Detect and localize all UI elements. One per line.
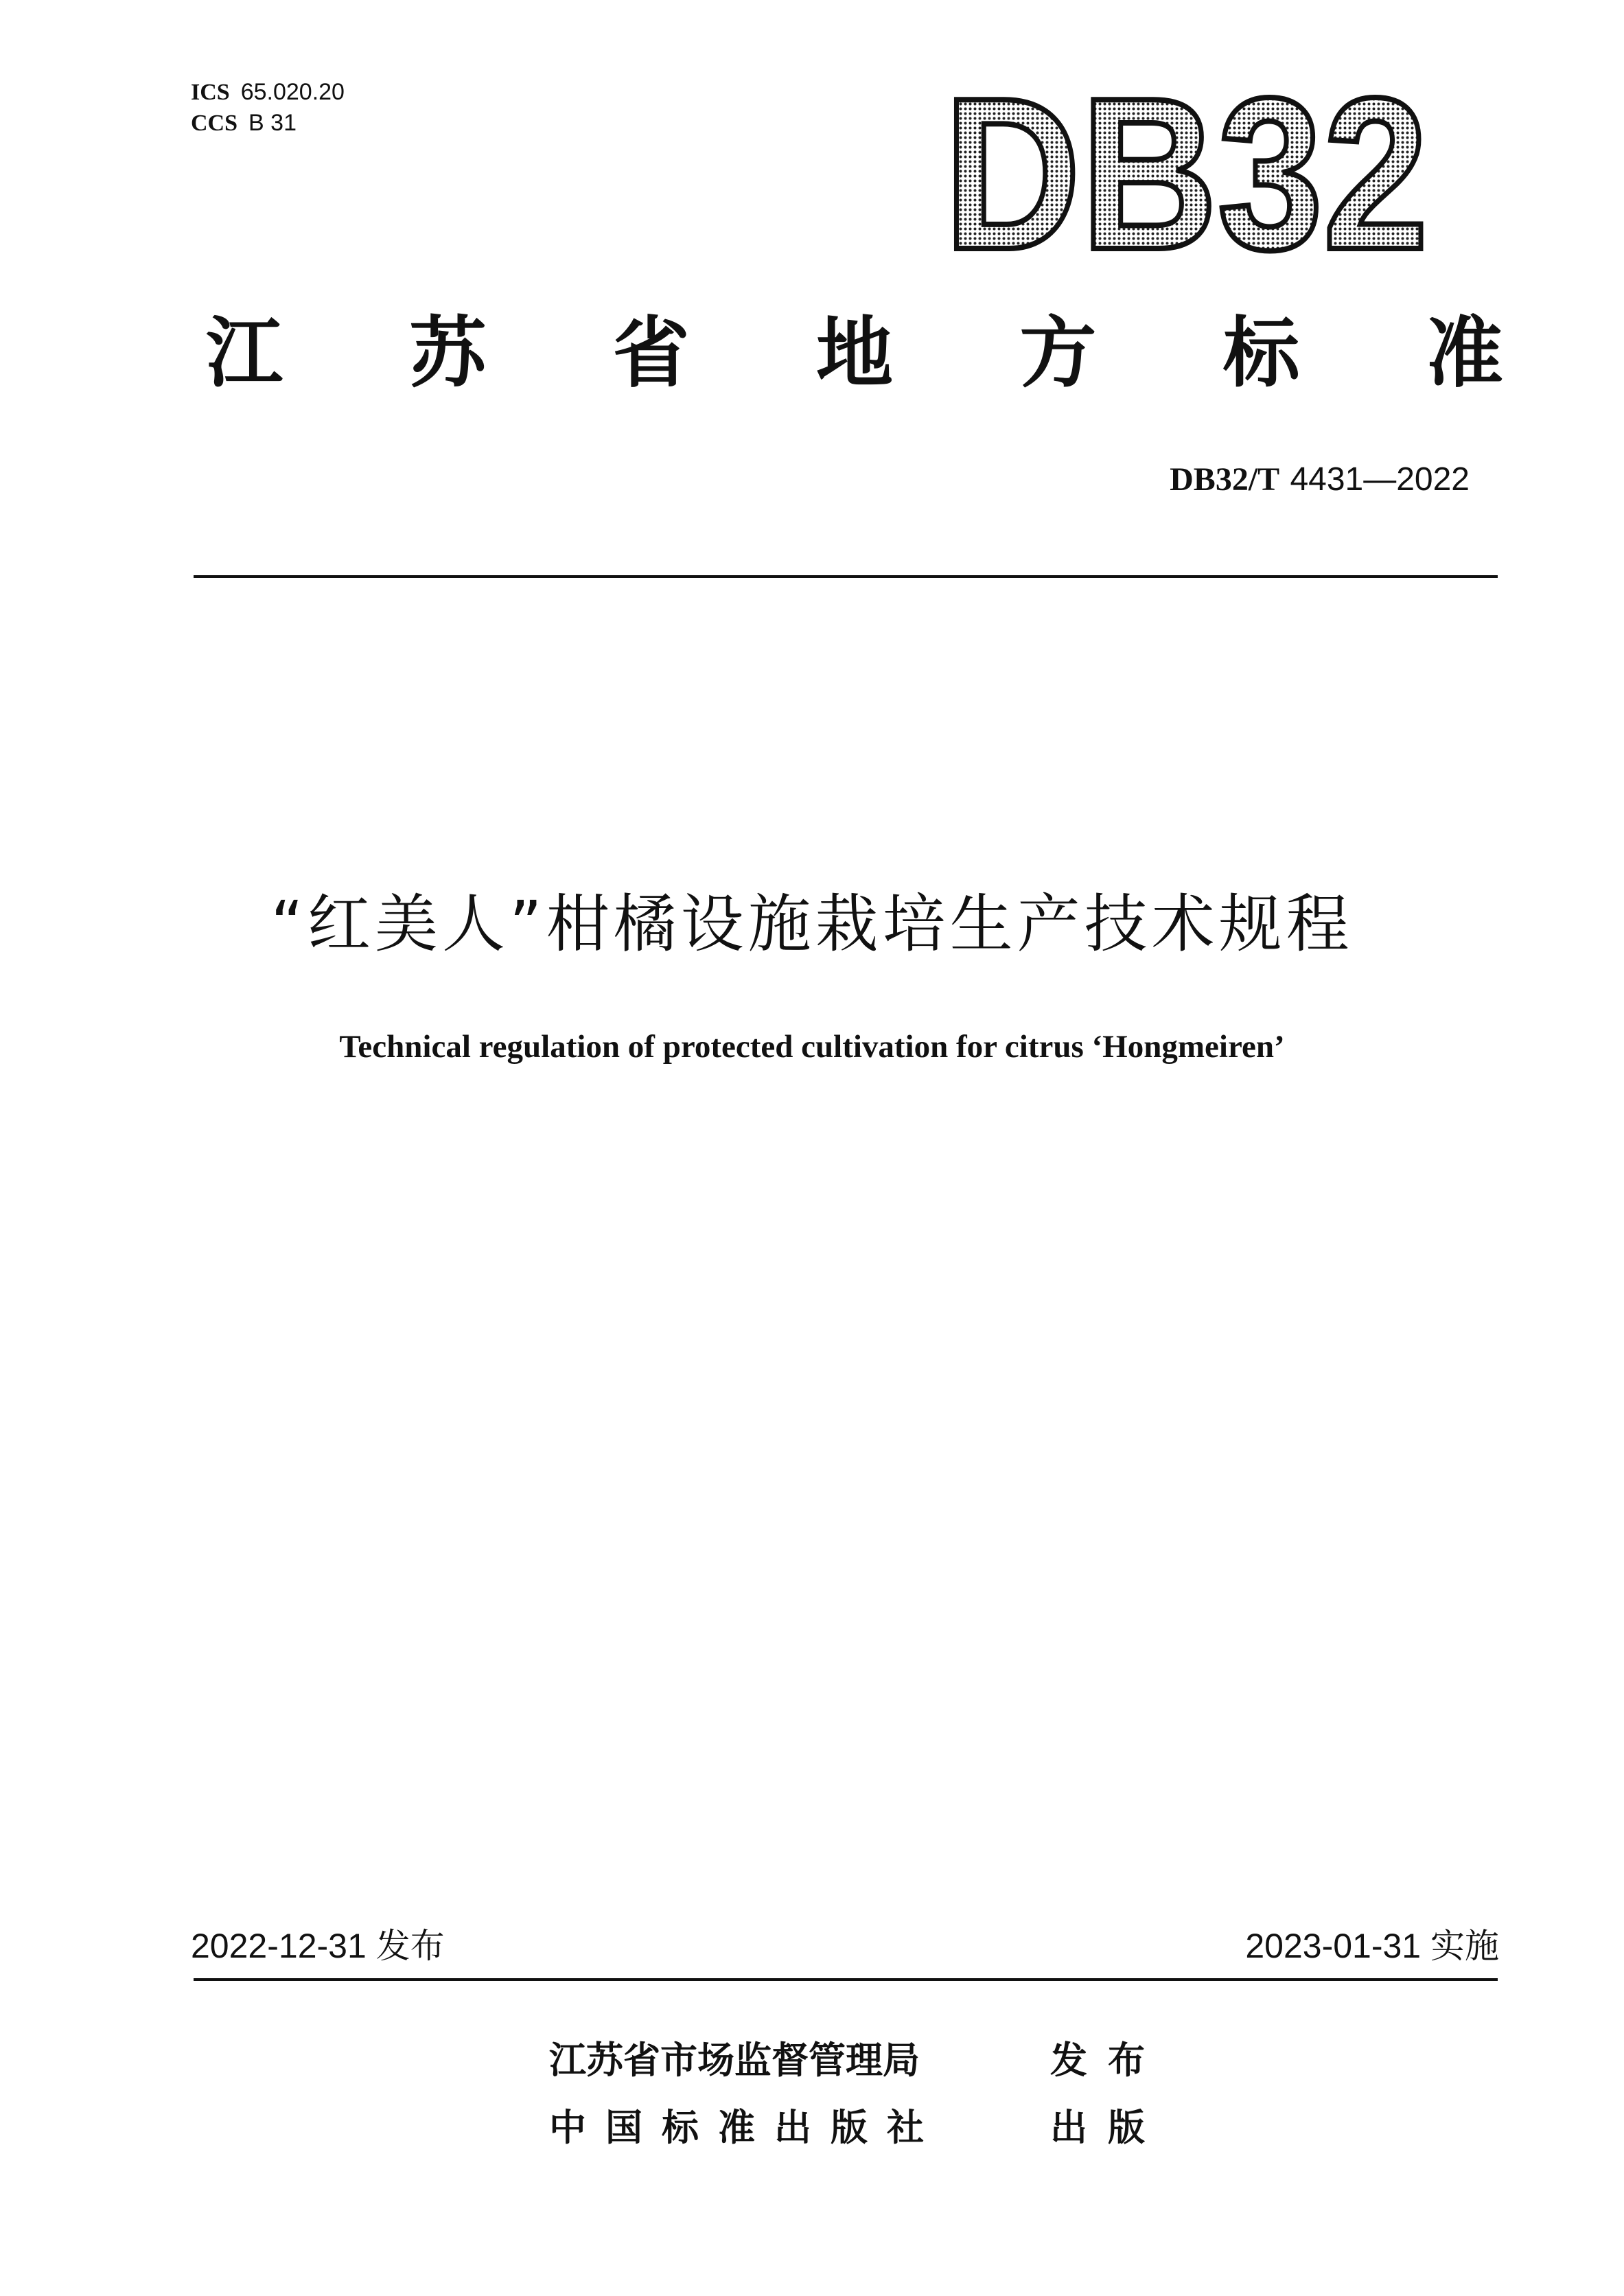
issue-date: 2022-12-31 发布 [191,1927,445,1965]
standard-type-char: 苏 [409,309,487,398]
standard-type-char: 准 [1426,309,1503,398]
classification-codes [191,77,345,139]
ics-code [191,77,345,108]
publisher-action: 发布 [1050,2038,1165,2082]
publisher-row [549,2024,1165,2091]
publishers-block [549,2024,1165,2158]
ccs-code [191,108,345,139]
document-title-english: Technical regulation of protected cultivation for citrus ‘Hongmeiren’ [339,1029,1285,1065]
standard-number-value: 4431—2022 [1290,461,1470,498]
top-divider [194,575,1498,578]
publisher-row [549,2091,1165,2158]
ics-value: 65.020.20 [240,79,345,105]
bottom-divider [194,1978,1498,1981]
logo-text: DB32 [944,53,1428,294]
ccs-value: B 31 [248,110,297,136]
standard-number [1170,460,1470,498]
standard-type-char: 江 [206,309,283,398]
standard-number-prefix: DB32/T [1170,461,1280,498]
publisher-name: 江苏省市场监督管理局 [549,2038,920,2082]
implementation-date: 2023-01-31 实施 [1245,1927,1499,1965]
standard-type-char: 地 [815,309,893,398]
standard-type-heading [206,309,1503,398]
standard-type-char: 标 [1222,309,1300,398]
document-title-chinese: “红美人”柑橘设施栽培生产技术规程 [270,888,1354,961]
standard-type-char: 省 [612,309,690,398]
ics-label: ICS [191,80,230,105]
db32-logo [939,53,1433,294]
publisher-action: 出版 [1050,2105,1165,2149]
publisher-name: 中国标准出版社 [549,2105,943,2149]
ccs-label: CCS [191,111,238,136]
standard-type-char: 方 [1019,309,1097,398]
